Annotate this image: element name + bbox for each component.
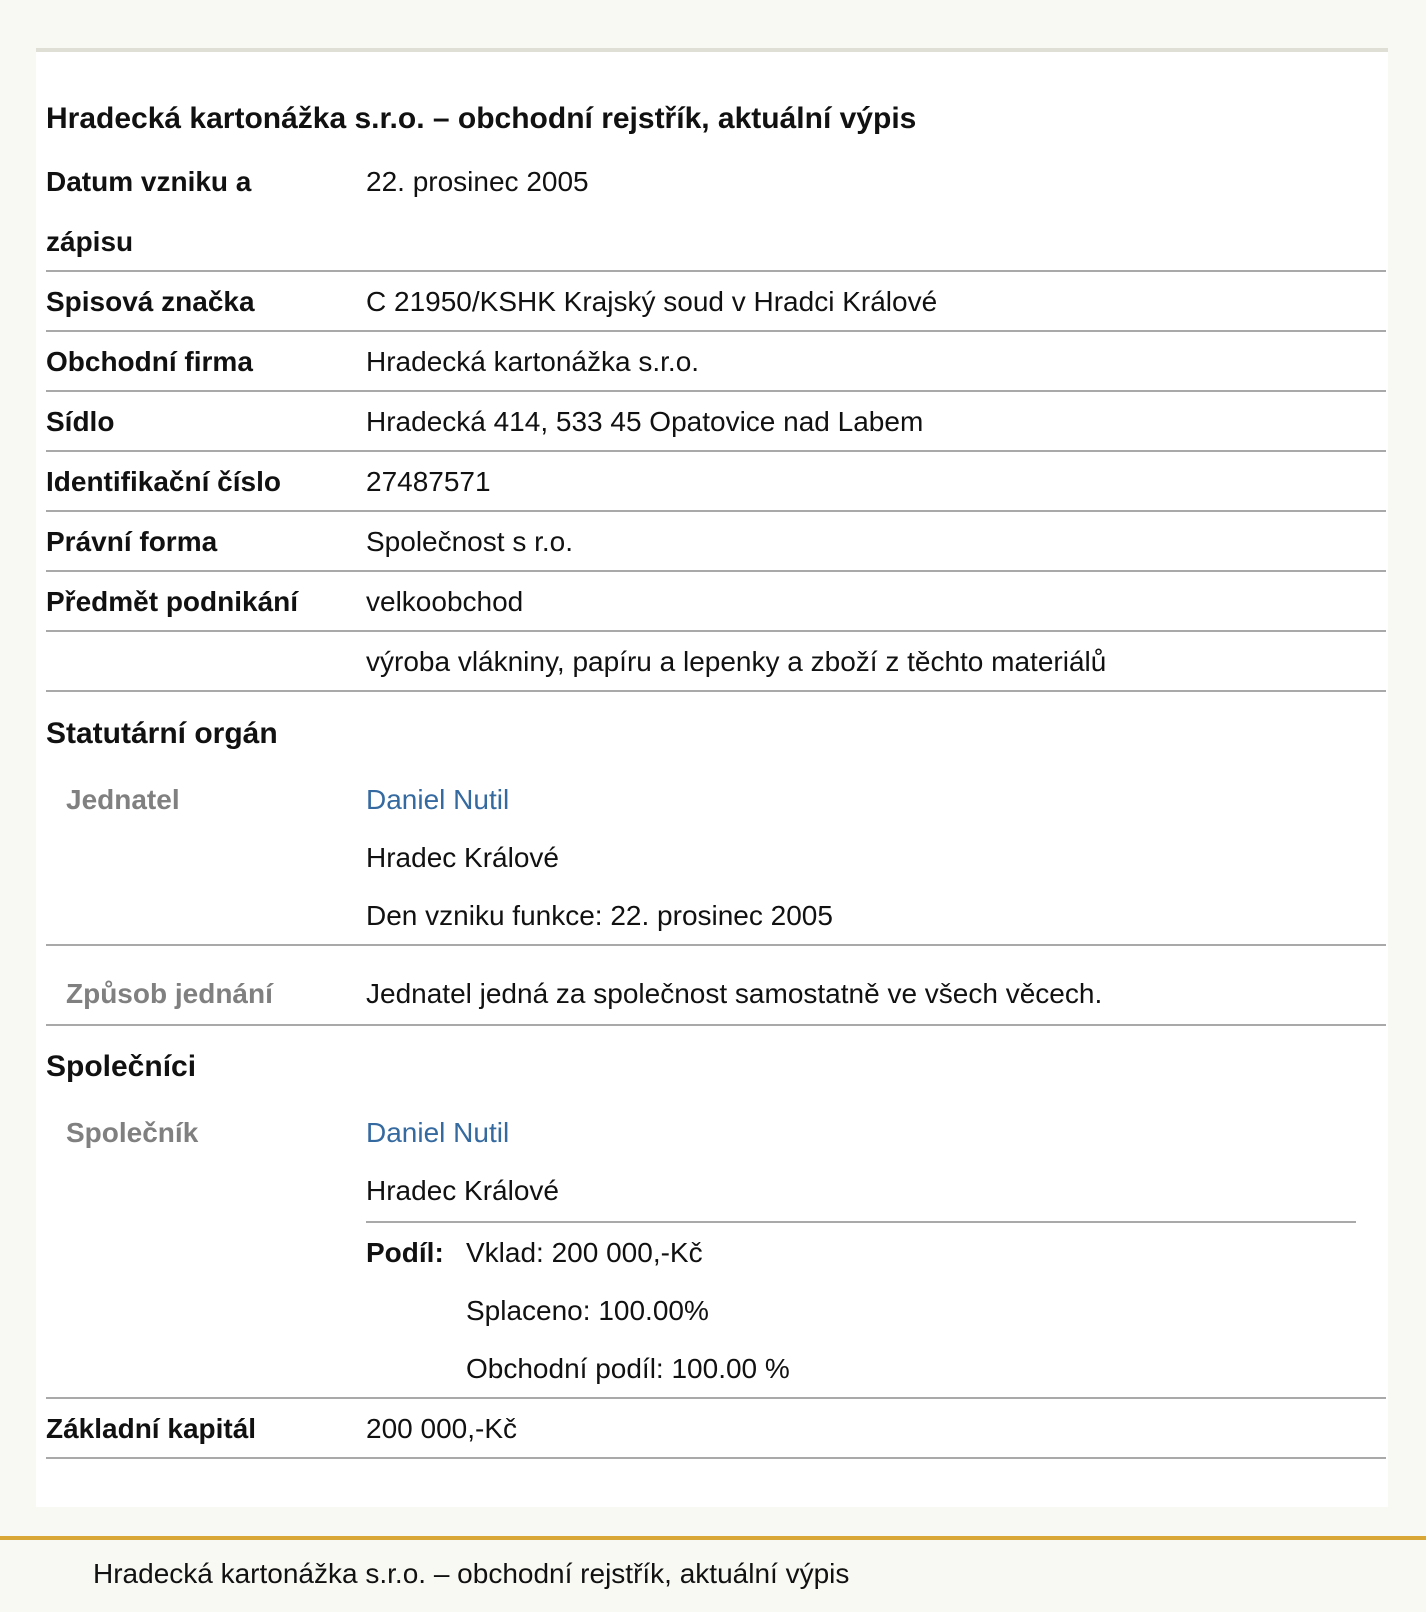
footer-title: Hradecká kartonážka s.r.o. – obchodní rejstřík, aktuální výpis — [93, 1558, 850, 1589]
share-obchodni-podil: Obchodní podíl: 100.00 % — [466, 1353, 790, 1384]
row-spisova-znacka — [46, 272, 1386, 332]
row-obchodni-firma — [46, 332, 1386, 392]
value-zpusob-jednani: Jednatel jedná za společnost samostatně ve všech věcech. — [366, 978, 1103, 1009]
label-zakladni-kapital: Základní kapitál — [46, 1413, 257, 1444]
label-ico: Identifikační číslo — [46, 466, 281, 497]
label-obchodni-firma: Obchodní firma — [46, 346, 253, 377]
row-predmet-podnikani-2 — [46, 632, 1386, 692]
value-jednatel — [366, 770, 833, 946]
row-zakladni-kapital — [46, 1399, 1386, 1459]
row-jednatel — [46, 770, 1386, 946]
share-vklad: Vklad: 200 000,-Kč — [466, 1237, 703, 1268]
section-spolecnici: Společníci — [46, 1050, 197, 1083]
page-title: Hradecká kartonážka s.r.o. – obchodní rejstřík, aktuální výpis — [46, 102, 917, 135]
row-predmet-podnikani — [46, 572, 1386, 632]
label-datum: Datum vzniku a zápisu — [46, 166, 252, 257]
share-values — [466, 1223, 790, 1399]
label-jednatel: Jednatel — [66, 784, 180, 815]
row-zpusob-jednani — [46, 946, 1386, 1026]
value-predmet-1: velkoobchod — [366, 586, 524, 617]
value-spisova-znacka: C 21950/KSHK Krajský soud v Hradci Králové — [366, 286, 938, 317]
value-sidlo: Hradecká 414, 533 45 Opatovice nad Labem — [366, 406, 924, 437]
section-statutarni-organ: Statutární orgán — [46, 717, 278, 750]
row-pravni-forma — [46, 512, 1386, 572]
share-splaceno: Splaceno: 100.00% — [466, 1295, 709, 1326]
value-datum: 22. prosinec 2005 — [366, 166, 589, 197]
spolecnik-name-link[interactable]: Daniel Nutil — [366, 1117, 510, 1148]
jednatel-city: Hradec Králové — [366, 842, 559, 873]
value-zakladni-kapital: 200 000,-Kč — [366, 1413, 517, 1444]
row-ico — [46, 452, 1386, 512]
label-zpusob-jednani: Způsob jednání — [66, 978, 273, 1009]
label-spolecnik: Společník — [66, 1117, 199, 1148]
value-pravni-forma: Společnost s r.o. — [366, 526, 574, 557]
row-sidlo — [46, 392, 1386, 452]
value-ico: 27487571 — [366, 466, 491, 497]
value-obchodni-firma: Hradecká kartonážka s.r.o. — [366, 346, 700, 377]
value-spolecnik — [366, 1103, 559, 1221]
label-pravni-forma: Právní forma — [46, 526, 218, 557]
spolecnik-city: Hradec Králové — [366, 1175, 559, 1206]
share-label: Podíl: — [366, 1237, 444, 1268]
jednatel-since: Den vzniku funkce: 22. prosinec 2005 — [366, 900, 833, 931]
label-predmet-podnikani: Předmět podnikání — [46, 586, 299, 617]
registry-card — [36, 48, 1388, 1507]
label-sidlo: Sídlo — [46, 406, 115, 437]
row-spolecnik — [46, 1103, 1386, 1399]
footer — [0, 1536, 1426, 1612]
row-datum — [46, 152, 1386, 272]
value-predmet-2: výroba vlákniny, papíru a lepenky a zboží z těchto materiálů — [366, 646, 1107, 677]
jednatel-name-link[interactable]: Daniel Nutil — [366, 784, 510, 815]
label-spisova-znacka: Spisová značka — [46, 286, 255, 317]
